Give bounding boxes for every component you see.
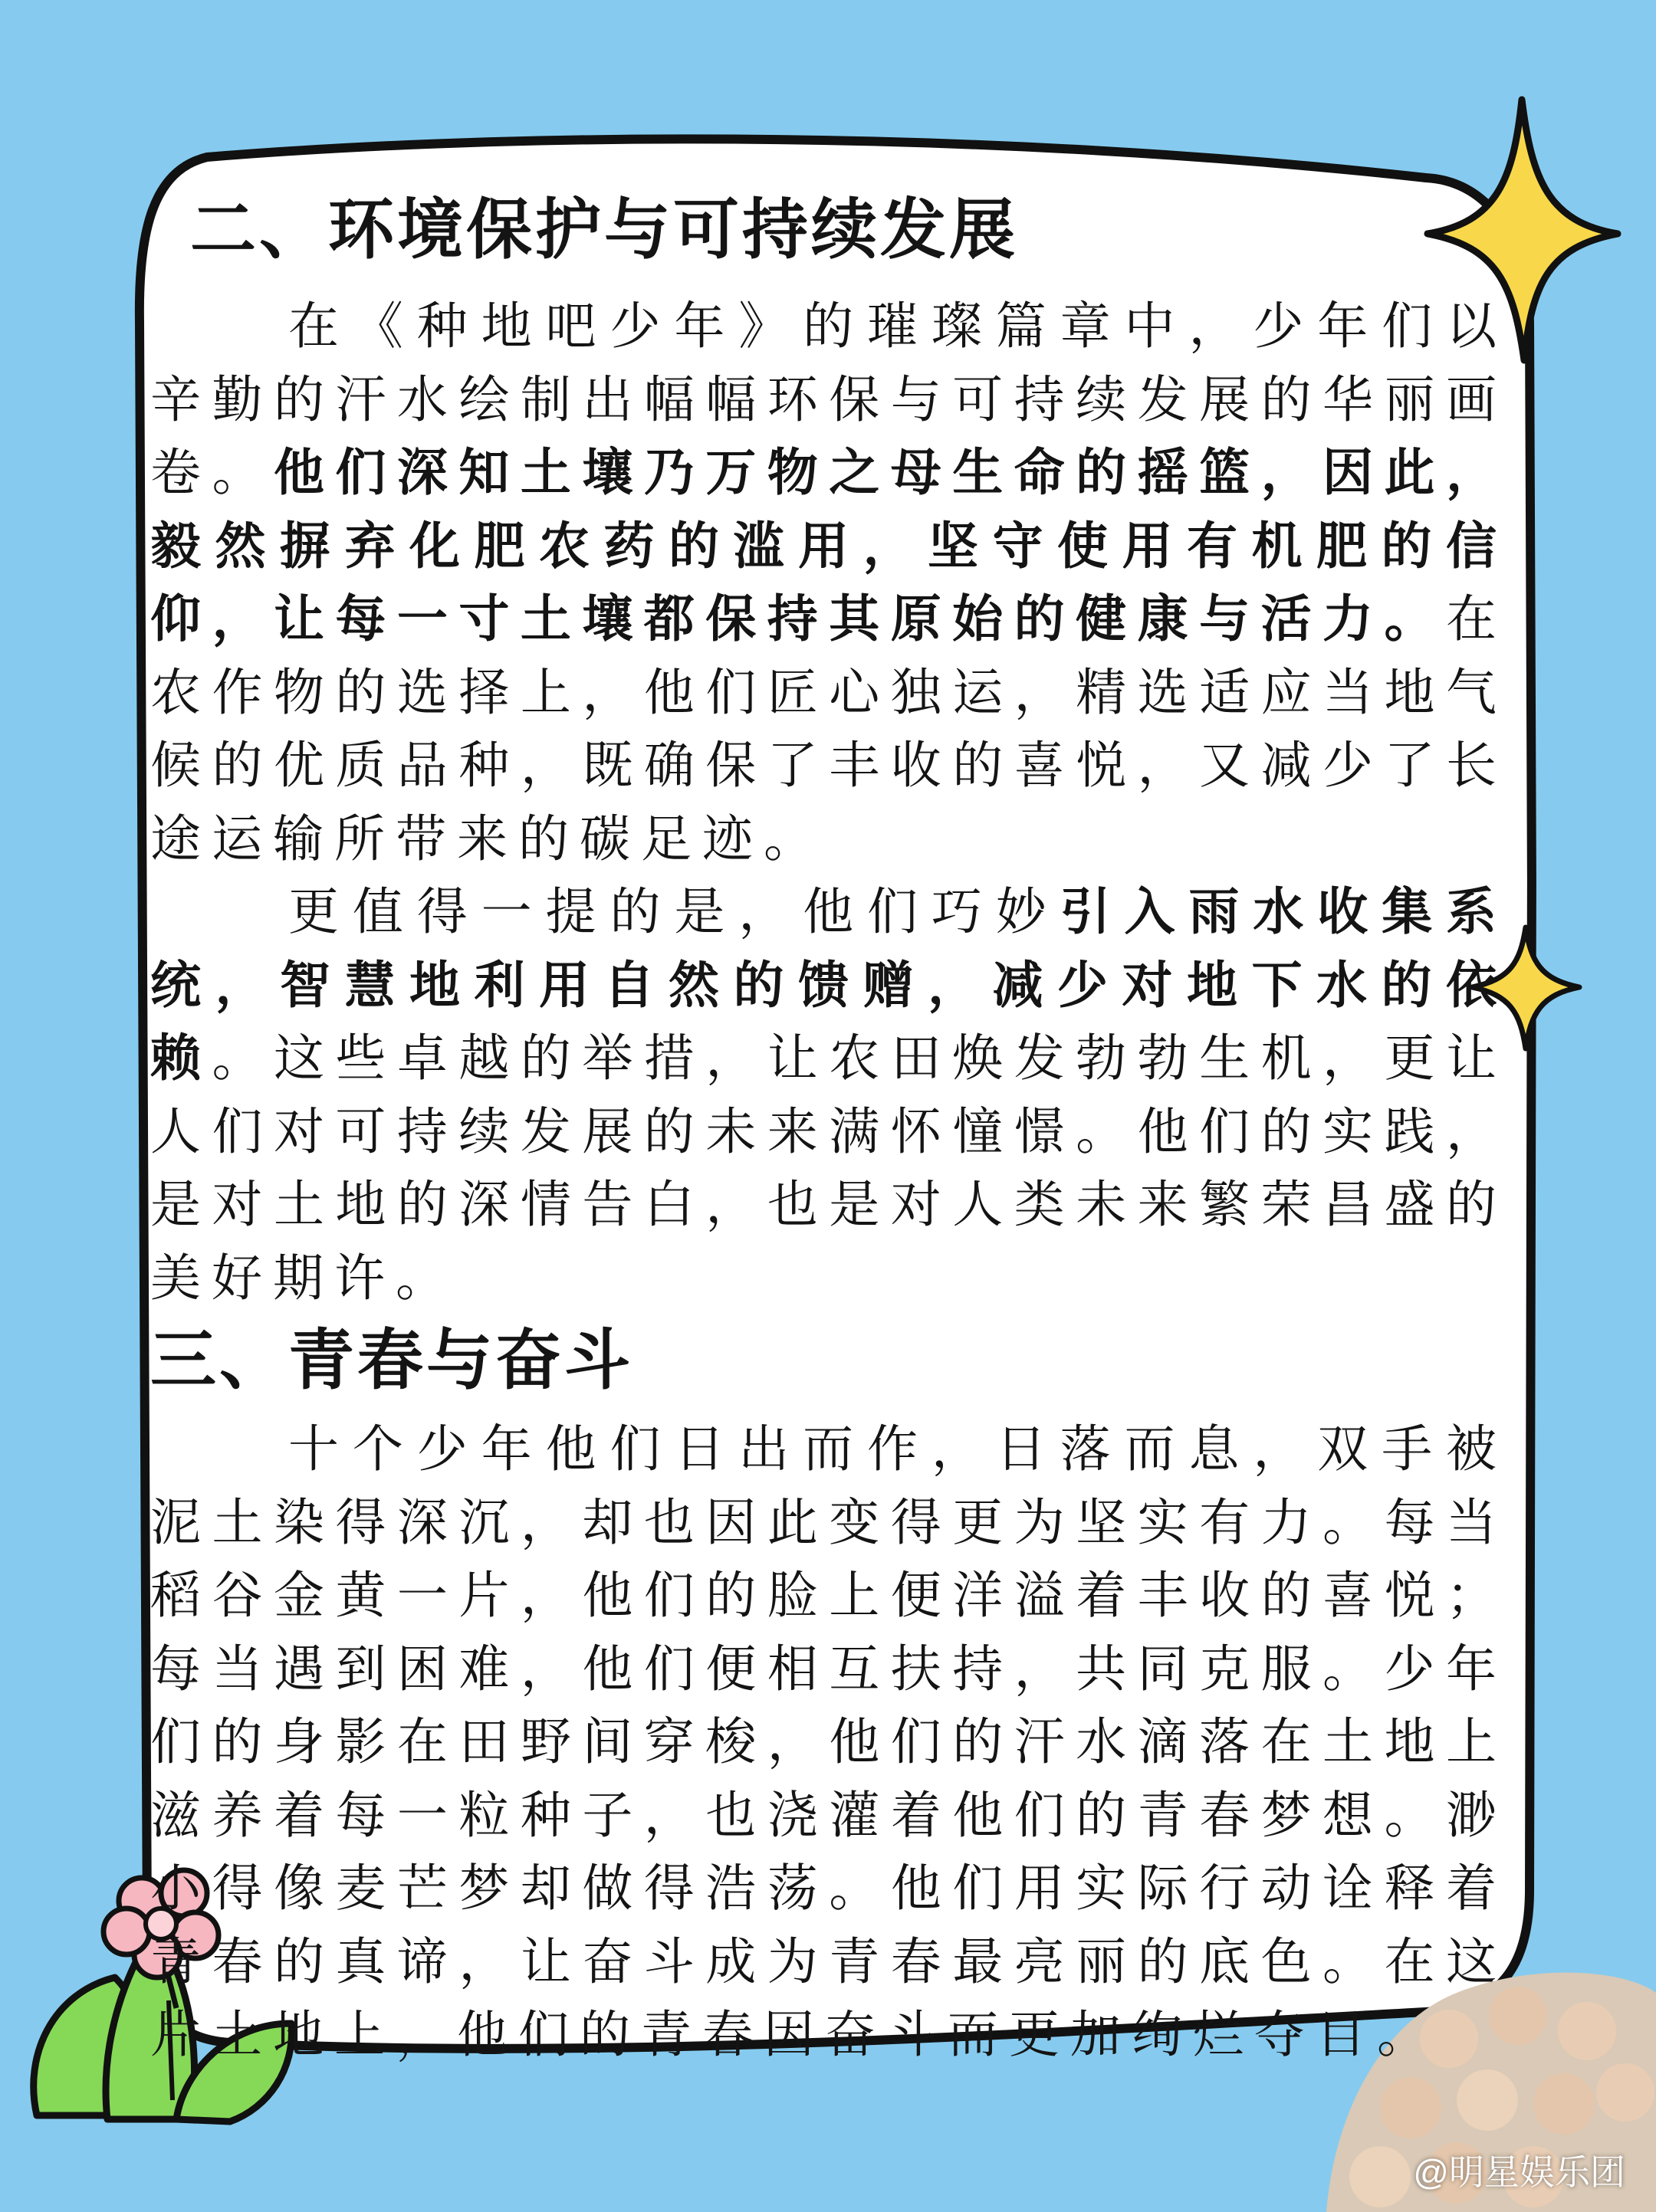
- text-span: 在农作物的选择上，他们匠心独运，精选适应当地气候的优质品种，既确保了丰收的喜悦，又减少了长途运输所带来的碳足迹。: [150, 589, 1507, 868]
- bold-text-span: 引入雨水收集系统，智慧地利用自然的馈赠，减少对地下水的依赖: [150, 882, 1508, 1088]
- watermark-text: @明星娱乐团: [1413, 2152, 1625, 2192]
- text-span: 。这些卓越的举措，让农田焕发勃勃生机，更让人们对可持续发展的未来满怀憧憬。他们的实践，是对土地的深情告白，也是对人类未来繁荣昌盛的美好期许。: [150, 1029, 1508, 1308]
- section-heading-environment: 二、环境保护与可持续发展: [190, 192, 1018, 268]
- article-content: [150, 192, 1507, 2072]
- section-heading-youth: 三、青春与奋斗: [150, 1322, 633, 1399]
- paragraph-youth-1: [150, 1413, 1507, 2072]
- paragraph-environment-2: [150, 875, 1507, 1314]
- text-span: 在《种地吧少年》的璀璨篇章中，少年们以辛勤的汗水绘制出幅幅环保与可持续发展的华丽画卷。: [150, 297, 1507, 502]
- bold-text-span: 他们深知土壤乃万物之母生命的摇篮，因此，毅然摒弃化肥农药的滥用，坚守使用有机肥的信仰，让每一寸土壤都保持其原始的健康与活力。: [150, 443, 1508, 648]
- text-span: 十个少年他们日出而作，日落而息，双手被泥土染得深沉，却也因此变得更为坚实有力。每当稻谷金黄一片，他们的脸上便洋溢着丰收的喜悦；每当遇到困难，他们便相互扶持，共同克服。少年们的身影在田野间穿梭，他们的汗水滴落在土地上滋养着每一粒种子，也浇灌着他们的青春梦想。渺小得像麦芒梦却做得浩荡。他们用实际行动诠释着青春的真谛，让奋斗成为青春最亮丽的底色。在这片土地上，他们的青春因奋斗而更加绚烂夺目。: [150, 1419, 1507, 2064]
- text-span: 更值得一提的是，他们巧妙: [288, 882, 1060, 941]
- paragraph-environment-1: [150, 290, 1507, 875]
